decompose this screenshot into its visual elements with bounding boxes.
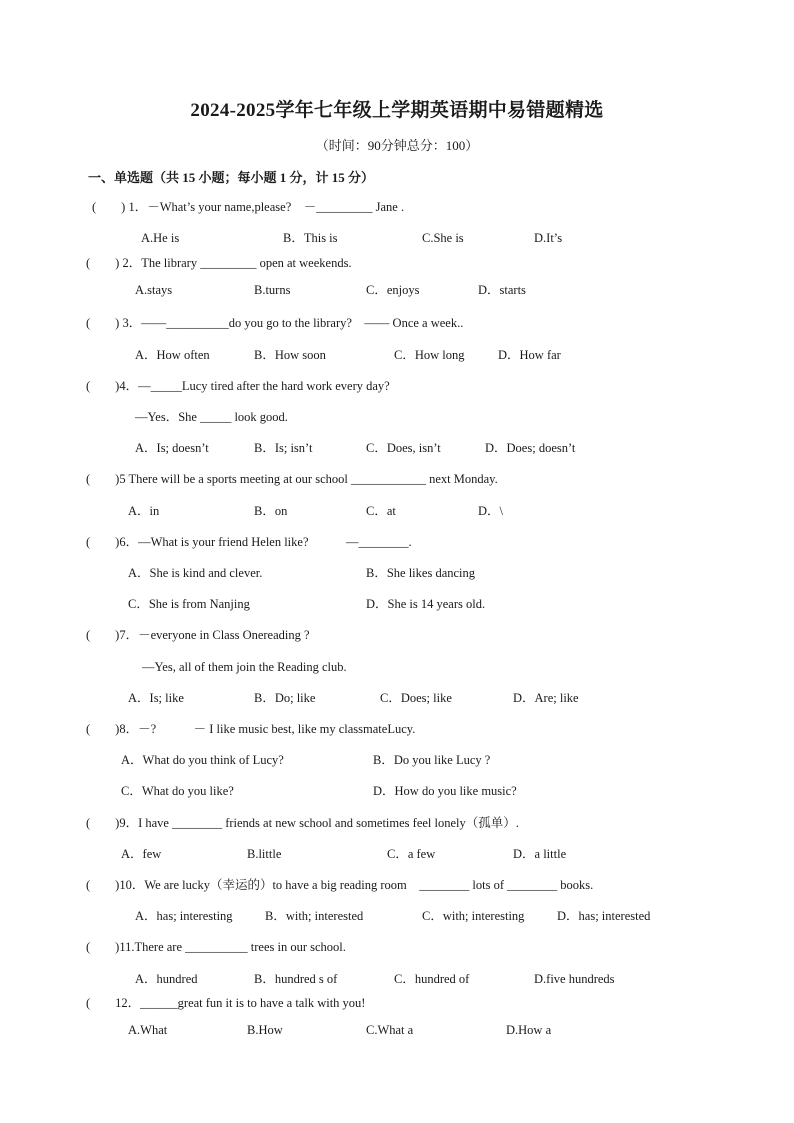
q4-option-c: C．Does, isn’t	[366, 441, 441, 455]
q5-option-d: D．\	[478, 504, 504, 518]
q11-option-b: B．hundred s of	[254, 972, 338, 986]
q12-option-a: A.What	[128, 1023, 168, 1037]
q4-option-d: D．Does; doesn’t	[485, 441, 576, 455]
q2-option-c: C．enjoys	[366, 283, 420, 297]
q2-option-a: A.stays	[135, 283, 173, 297]
question-1-stem: ( ) 1．－What’s your name,please? －_________ Jane .	[92, 200, 405, 214]
q10-option-b: B．with; interested	[265, 909, 364, 923]
q9-option-d: D．a little	[513, 847, 567, 861]
q3-option-a: A．How often	[135, 348, 210, 362]
q3-option-d: D．How far	[498, 348, 561, 362]
q7-option-c: C．Does; like	[380, 691, 452, 705]
question-4-stem-2: —Yes．She _____ look good.	[135, 410, 288, 424]
q10-option-c: C．with; interesting	[422, 909, 525, 923]
q8-option-a: A．What do you think of Lucy?	[121, 753, 284, 767]
question-12-stem: ( 12．______great fun it is to have a talk with you!	[86, 996, 366, 1010]
q7-option-b: B．Do; like	[254, 691, 316, 705]
q9-option-c: C．a few	[387, 847, 436, 861]
question-9-stem: ( )9．I have ________ friends at new school and sometimes feel lonely（孤单）.	[86, 816, 519, 830]
q4-option-b: B．Is; isn’t	[254, 441, 313, 455]
q3-option-c: C．How long	[394, 348, 465, 362]
q5-option-a: A．in	[128, 504, 160, 518]
q6-option-d: D．She is 14 years old.	[366, 597, 486, 611]
q7-option-d: D．Are; like	[513, 691, 579, 705]
q6-option-c: C．She is from Nanjing	[128, 597, 250, 611]
question-4-stem: ( )4．—_____Lucy tired after the hard work every day?	[86, 379, 390, 393]
q11-option-c: C．hundred of	[394, 972, 470, 986]
question-11-stem: ( )11.There are __________ trees in our school.	[86, 940, 346, 954]
q12-option-b: B.How	[247, 1023, 283, 1037]
q4-option-a: A．Is; doesn’t	[135, 441, 209, 455]
q1-option-c: C.She is	[422, 231, 464, 245]
question-7-stem: ( )7．－everyone in Class Onereading ?	[86, 628, 310, 642]
question-3-stem: ( ) 3．——__________do you go to the library? —— Once a week..	[86, 316, 464, 330]
page-title: 2024-2025学年七年级上学期英语期中易错题精选	[190, 100, 604, 121]
question-10-stem: ( )10．We are lucky（幸运的）to have a big reading room ________ lots of ________ books.	[86, 878, 594, 892]
q12-option-d: D.How a	[506, 1023, 552, 1037]
q8-option-b: B．Do you like Lucy ?	[373, 753, 491, 767]
question-2-stem: ( ) 2．The library _________ open at weekends.	[86, 256, 352, 270]
q1-option-d: D.It’s	[534, 231, 563, 245]
q2-option-b: B.turns	[254, 283, 291, 297]
q6-option-a: A．She is kind and clever.	[128, 566, 263, 580]
q9-option-a: A．few	[121, 847, 162, 861]
q7-option-a: A．Is; like	[128, 691, 184, 705]
q6-option-b: B．She likes dancing	[366, 566, 476, 580]
q3-option-b: B．How soon	[254, 348, 326, 362]
question-5-stem: ( )5 There will be a sports meeting at our school ____________ next Monday.	[86, 472, 498, 486]
question-6-stem: ( )6．—What is your friend Helen like? —________.	[86, 535, 412, 549]
question-7-stem-2: —Yes, all of them join the Reading club.	[142, 660, 347, 674]
q11-option-a: A．hundred	[135, 972, 198, 986]
q1-option-b: B．This is	[283, 231, 338, 245]
q10-option-d: D．has; interested	[557, 909, 651, 923]
q9-option-b: B.little	[247, 847, 282, 861]
exam-info: （时间：90分钟总分：100）	[315, 138, 479, 153]
q1-option-a: A.He is	[141, 231, 180, 245]
q8-option-d: D．How do you like music?	[373, 784, 517, 798]
q5-option-b: B．on	[254, 504, 288, 518]
q12-option-c: C.What a	[366, 1023, 414, 1037]
q2-option-d: D．starts	[478, 283, 526, 297]
section-heading: 一、单选题（共 15 小题；每小题 1 分，计 15 分）	[88, 170, 375, 185]
q10-option-a: A．has; interesting	[135, 909, 233, 923]
q5-option-c: C．at	[366, 504, 396, 518]
question-8-stem: ( )8．－? － I like music best, like my classmateLucy.	[86, 722, 416, 736]
q8-option-c: C．What do you like?	[121, 784, 234, 798]
q11-option-d: D.five hundreds	[534, 972, 615, 986]
